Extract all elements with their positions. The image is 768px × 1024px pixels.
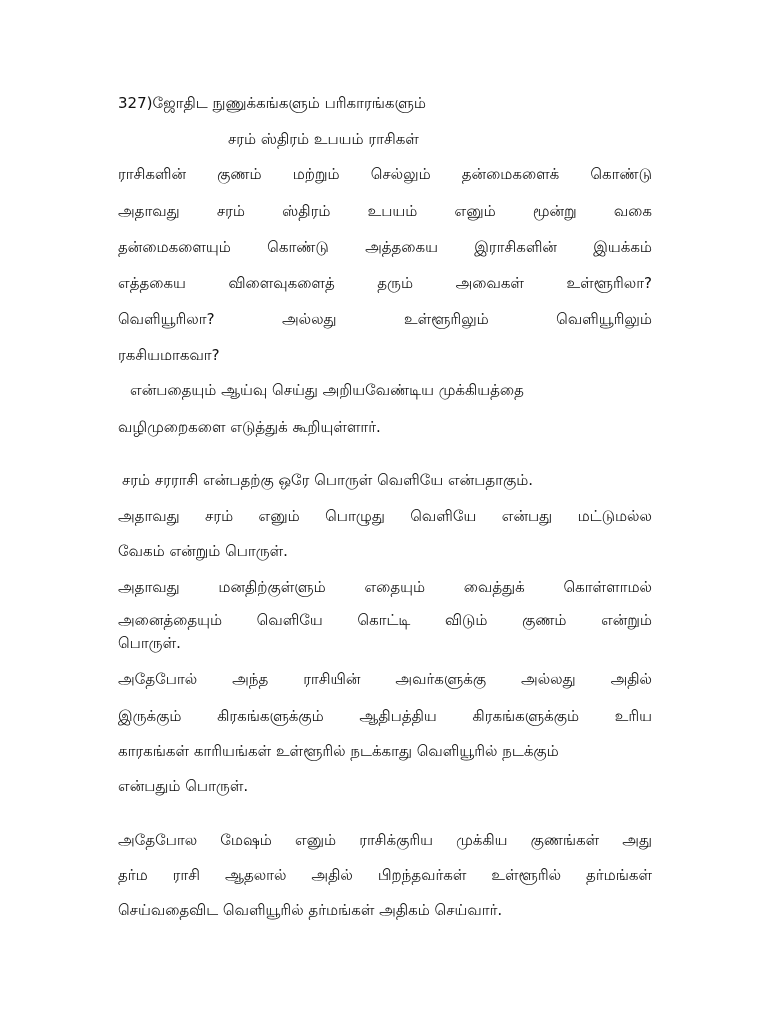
word: வெளியே	[410, 507, 477, 525]
word: வைத்துக்	[463, 578, 525, 596]
word: வெளியூரிலா?	[118, 310, 215, 328]
word: கொட்டி	[357, 611, 411, 629]
word: குணம்	[522, 611, 567, 629]
word: ராசிக்குரிய	[359, 831, 434, 849]
word: ராசி	[172, 866, 200, 884]
word: வகை	[613, 202, 652, 220]
word: அதாவது	[118, 578, 180, 596]
word: உரிய	[614, 707, 652, 725]
word: மனதிற்குள்ளும்	[218, 578, 326, 596]
word: ஆதிபத்திய	[359, 707, 437, 725]
word: எனும்	[454, 202, 496, 220]
para3-line1: சரம் சரராசி என்பதற்கு ஒரே பொருள் வெளியே என்பதாகும்.	[122, 471, 534, 489]
word: விடும்	[444, 611, 488, 629]
para3-line4	[118, 576, 652, 598]
word: அதேபோல்	[118, 670, 198, 688]
para4-line1	[118, 668, 652, 690]
word: உள்ளூரிலா?	[566, 274, 652, 292]
para4-line2	[118, 705, 652, 727]
word: பொழுது	[325, 507, 385, 525]
word: அதாவது	[118, 507, 180, 525]
word: செல்லும்	[370, 165, 431, 183]
word: ராசியின்	[303, 670, 361, 688]
para4-line4: என்பதும் பொருள்.	[118, 777, 249, 795]
word: அதில்	[311, 866, 353, 884]
para1-line5	[118, 308, 652, 330]
para5-line1	[118, 829, 652, 851]
word: வெளியே	[256, 611, 323, 629]
word: உள்ளூரிலும்	[403, 310, 489, 328]
word: என்பது	[501, 507, 553, 525]
word: அதேபோல	[118, 831, 198, 849]
word: கிரகங்களுக்கும்	[217, 707, 324, 725]
word: அந்த	[232, 670, 269, 688]
word: வெளியூரிலும்	[556, 310, 652, 328]
word: சரம்	[216, 202, 245, 220]
para1-line4	[118, 272, 652, 294]
word: தன்மைகளைக்	[461, 165, 560, 183]
word: தர்ம	[118, 866, 148, 884]
word: மேஷம்	[220, 831, 272, 849]
word: அதில்	[610, 670, 652, 688]
word: தர்மங்கள்	[586, 866, 652, 884]
word: அவைகள்	[455, 274, 524, 292]
para3-line3: வேகம் என்றும் பொருள்.	[118, 542, 288, 560]
word: குணங்கள்	[530, 831, 600, 849]
word: ஆதலால்	[224, 866, 287, 884]
word: அவர்களுக்கு	[395, 670, 487, 688]
word: உள்ளூரில்	[491, 866, 562, 884]
word: எனும்	[294, 831, 337, 849]
para1-line1	[118, 163, 652, 185]
word: இருக்கும்	[118, 707, 182, 725]
para3-line6: பொருள்.	[118, 634, 181, 652]
word: உபயம்	[367, 202, 418, 220]
word: என்றும்	[601, 611, 652, 629]
para1-line6: ரகசியமாகவா?	[118, 346, 220, 364]
document-title: 327)ஜோதிட நுணுக்கங்களும் பரிகாரங்களும்	[118, 94, 426, 112]
para3-line2	[118, 505, 652, 527]
word: சரம்	[205, 507, 234, 525]
word: கிரகங்களுக்கும்	[472, 707, 580, 725]
word: ஸ்திரம்	[282, 202, 331, 220]
word: ராசிகளின்	[118, 165, 187, 183]
para1-line2	[118, 200, 652, 222]
word: கொண்டு	[267, 238, 329, 256]
word: எத்தகைய	[118, 274, 186, 292]
word: அல்லது	[521, 670, 576, 688]
word: எனும்	[258, 507, 300, 525]
word: அதாவது	[118, 202, 180, 220]
word: அனைத்தையும்	[118, 611, 223, 629]
word: மட்டுமல்ல	[577, 507, 652, 525]
word: குணம்	[217, 165, 262, 183]
para5-line3: செய்வதைவிட வெளியூரில் தர்மங்கள் அதிகம் செய்வார்.	[118, 901, 503, 919]
para2-line2: வழிமுறைகளை எடுத்துக் கூறியுள்ளார்.	[118, 418, 381, 436]
para3-line5	[118, 609, 652, 631]
word: எதையும்	[364, 578, 426, 596]
word: தரும்	[377, 274, 414, 292]
document-subtitle: சரம் ஸ்திரம் உபயம் ராசிகள்	[228, 130, 419, 148]
para1-line3	[118, 236, 652, 258]
word: அல்லது	[281, 310, 337, 328]
word: முக்கிய	[456, 831, 508, 849]
word: மற்றும்	[292, 165, 340, 183]
word: இராசிகளின்	[474, 238, 557, 256]
word: அத்தகைய	[365, 238, 438, 256]
word: கொள்ளாமல்	[563, 578, 652, 596]
word: அது	[622, 831, 652, 849]
word: பிறந்தவர்கள்	[377, 866, 467, 884]
para4-line3: காரகங்கள் காரியங்கள் உள்ளூரில் நடக்காது வெளியூரில் நடக்கும்	[118, 742, 559, 760]
para5-line2	[118, 864, 652, 886]
word: இயக்கம்	[593, 238, 652, 256]
word: தன்மைகளையும்	[118, 238, 231, 256]
word: கொண்டு	[590, 165, 652, 183]
para2-line1: என்பதையும் ஆய்வு செய்து அறியவேண்டிய முக்கியத்தை	[130, 381, 524, 399]
word: மூன்று	[532, 202, 577, 220]
word: விளைவுகளைத்	[228, 274, 335, 292]
